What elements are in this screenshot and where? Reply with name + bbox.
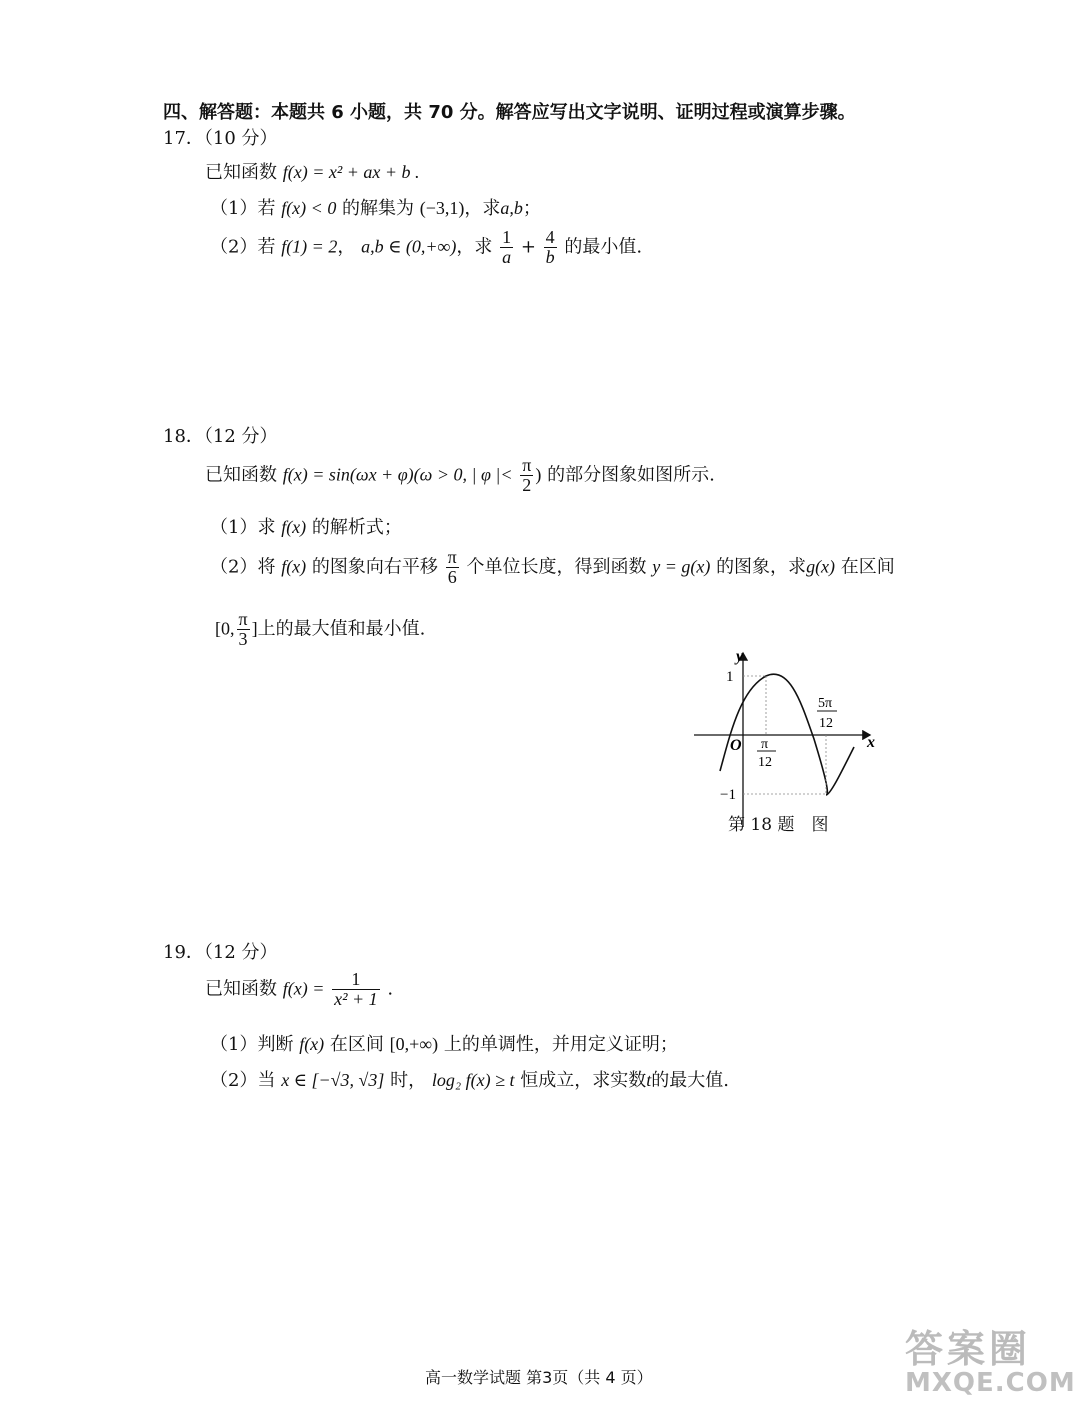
q17-p2-expr1: f(1) = 2 — [281, 236, 338, 257]
tick-y-positive: 1 — [726, 669, 734, 685]
q18-stem-expr: f(x) = sin(ωx + φ)(ω > 0, | φ |< — [282, 464, 513, 485]
q19-stem — [205, 970, 393, 1009]
q17-p1-end: ； — [522, 198, 541, 219]
q17-header: 17．（10 分） — [163, 128, 278, 149]
q19-p1-mid: 在区间 — [329, 1034, 384, 1055]
section-title: 四、解答题：本题共 6 小题，共 70 分。解答应写出文字说明、证明过程或演算步骤。 — [163, 102, 856, 123]
q17-p1-mid2: ，求 — [464, 198, 501, 219]
q19-p1-prefix: （1）判断 — [210, 1034, 294, 1055]
q18-part1 — [210, 513, 402, 539]
q17-p1-expr1: f(x) < 0 — [281, 198, 337, 218]
q17-p1-expr2: (−3,1) — [419, 198, 465, 218]
q17-frac2-num: 4 — [545, 227, 555, 247]
x-axis-label: x — [867, 734, 875, 751]
q17-frac2-den: b — [545, 246, 555, 267]
q19-stem-prefix: 已知函数 — [205, 978, 277, 1000]
q18-fraction-pi-over-6 — [446, 548, 459, 587]
tick-x1-numerator: π — [761, 737, 769, 752]
q19-header: 19．（12 分） — [163, 942, 278, 963]
q19-p1-expr2: [0,+∞) — [389, 1034, 439, 1054]
q17-frac1-den: a — [502, 246, 512, 267]
q18-p2-end: 在区间 — [840, 556, 895, 578]
q17-p2-end: 的最小值. — [564, 236, 643, 258]
q18-p2-line2-frac-den: 3 — [238, 628, 248, 649]
q17-p2-prefix: （2）若 — [210, 236, 276, 258]
q17-stem-prefix: 已知函数 — [205, 162, 277, 183]
q18-header: 18．（12 分） — [163, 426, 278, 447]
tick-y-negative: −1 — [720, 787, 736, 803]
q19-p2-prefix: （2）当 — [210, 1070, 276, 1091]
q19-p2-expr3: t — [646, 1070, 652, 1090]
q17-stem-expr: f(x) = x² + ax + b . — [282, 162, 420, 182]
q18-p2-expr1: f(x) — [281, 556, 307, 577]
q19-stem-expr: f(x) = — [282, 978, 325, 999]
page-footer: 高一数学试题 第3页（共 4 页） — [425, 1368, 653, 1387]
q19-fraction — [332, 970, 380, 1009]
q19-stem-frac-den: x² + 1 — [334, 988, 378, 1009]
q18-p2-line2-open: [0, — [215, 618, 235, 639]
q19-p2-expr1: x ∈ [−√3, √3] — [281, 1070, 385, 1090]
q18-p2-expr3: g(x) — [806, 556, 836, 577]
q19-p2-end: 的最大值. — [651, 1070, 729, 1091]
q17-p1-prefix: （1）若 — [210, 198, 276, 219]
q17-p1-expr3: a,b — [500, 198, 523, 218]
q18-figure-caption: 第 18 题 图 — [728, 815, 829, 835]
q18-part2 — [210, 548, 895, 587]
q18-stem-close: ) — [535, 464, 542, 485]
q18-stem — [205, 456, 715, 495]
q17-p1-mid: 的解集为 — [342, 198, 415, 219]
q19-p2-expr2: log₂ f(x) ≥ t — [431, 1070, 515, 1090]
q18-stem-end: 的部分图象如图所示. — [547, 464, 715, 486]
q18-fraction-pi-over-3 — [237, 610, 250, 649]
q17-stem — [205, 158, 420, 184]
q17-p2-mid: ，求 — [456, 236, 493, 258]
watermark-url: MXQE.COM — [905, 1368, 1076, 1398]
q17-fraction-4-over-b — [544, 228, 557, 267]
q19-p1-end: 上的单调性，并用定义证明； — [443, 1034, 678, 1055]
tick-x1-denominator: 12 — [758, 755, 772, 770]
q17-plus: + — [520, 236, 536, 258]
q18-p2-frac-den: 6 — [447, 566, 457, 587]
origin-label: O — [730, 737, 742, 754]
q18-fraction-pi-over-2 — [520, 456, 533, 495]
q17-p2-sep: ， — [337, 236, 356, 258]
q19-stem-frac-num: 1 — [332, 970, 380, 990]
q18-p2-mid2: 个单位长度，得到函数 — [466, 556, 647, 578]
q18-p2-line2-end: 上的最大值和最小值. — [257, 618, 426, 640]
tick-x2-numerator: 5π — [818, 696, 833, 711]
q17-fraction-1-over-a — [500, 228, 513, 267]
q19-stem-end: . — [387, 978, 394, 1000]
q19-part1 — [210, 1030, 678, 1056]
q19-p1-expr1: f(x) — [299, 1034, 325, 1054]
q18-part2-line2 — [215, 610, 425, 649]
q18-p2-line2-close: ] — [251, 618, 258, 639]
q18-stem-frac-den: 2 — [522, 474, 532, 495]
y-axis-label: y — [736, 648, 744, 665]
q19-part2 — [210, 1066, 729, 1092]
q18-p2-prefix: （2）将 — [210, 556, 276, 578]
q18-p2-expr2: y = g(x) — [652, 556, 711, 577]
q18-p1-expr: f(x) — [281, 517, 307, 537]
q17-p2-expr2: a,b ∈ (0,+∞) — [361, 236, 457, 257]
q18-p1-prefix: （1）求 — [210, 517, 276, 538]
watermark-logo-text: 答案圈 — [905, 1327, 1032, 1371]
q18-stem-prefix: 已知函数 — [205, 464, 277, 486]
q18-p2-mid1: 的图象向右平移 — [311, 556, 438, 578]
q18-p2-frac-num: π — [447, 547, 457, 567]
q18-p2-mid3: 的图象，求 — [716, 556, 807, 578]
q19-p2-mid2: 恒成立，求实数 — [520, 1070, 647, 1091]
q18-p1-end: 的解析式； — [311, 517, 402, 538]
q18-stem-frac-num: π — [522, 455, 532, 475]
q17-part2 — [210, 228, 642, 267]
tick-x2-denominator: 12 — [819, 716, 833, 731]
q18-p2-line2-frac-num: π — [238, 609, 248, 629]
q17-frac1-num: 1 — [502, 227, 512, 247]
q19-p2-mid: 时， — [390, 1070, 427, 1091]
q17-part1 — [210, 194, 541, 220]
